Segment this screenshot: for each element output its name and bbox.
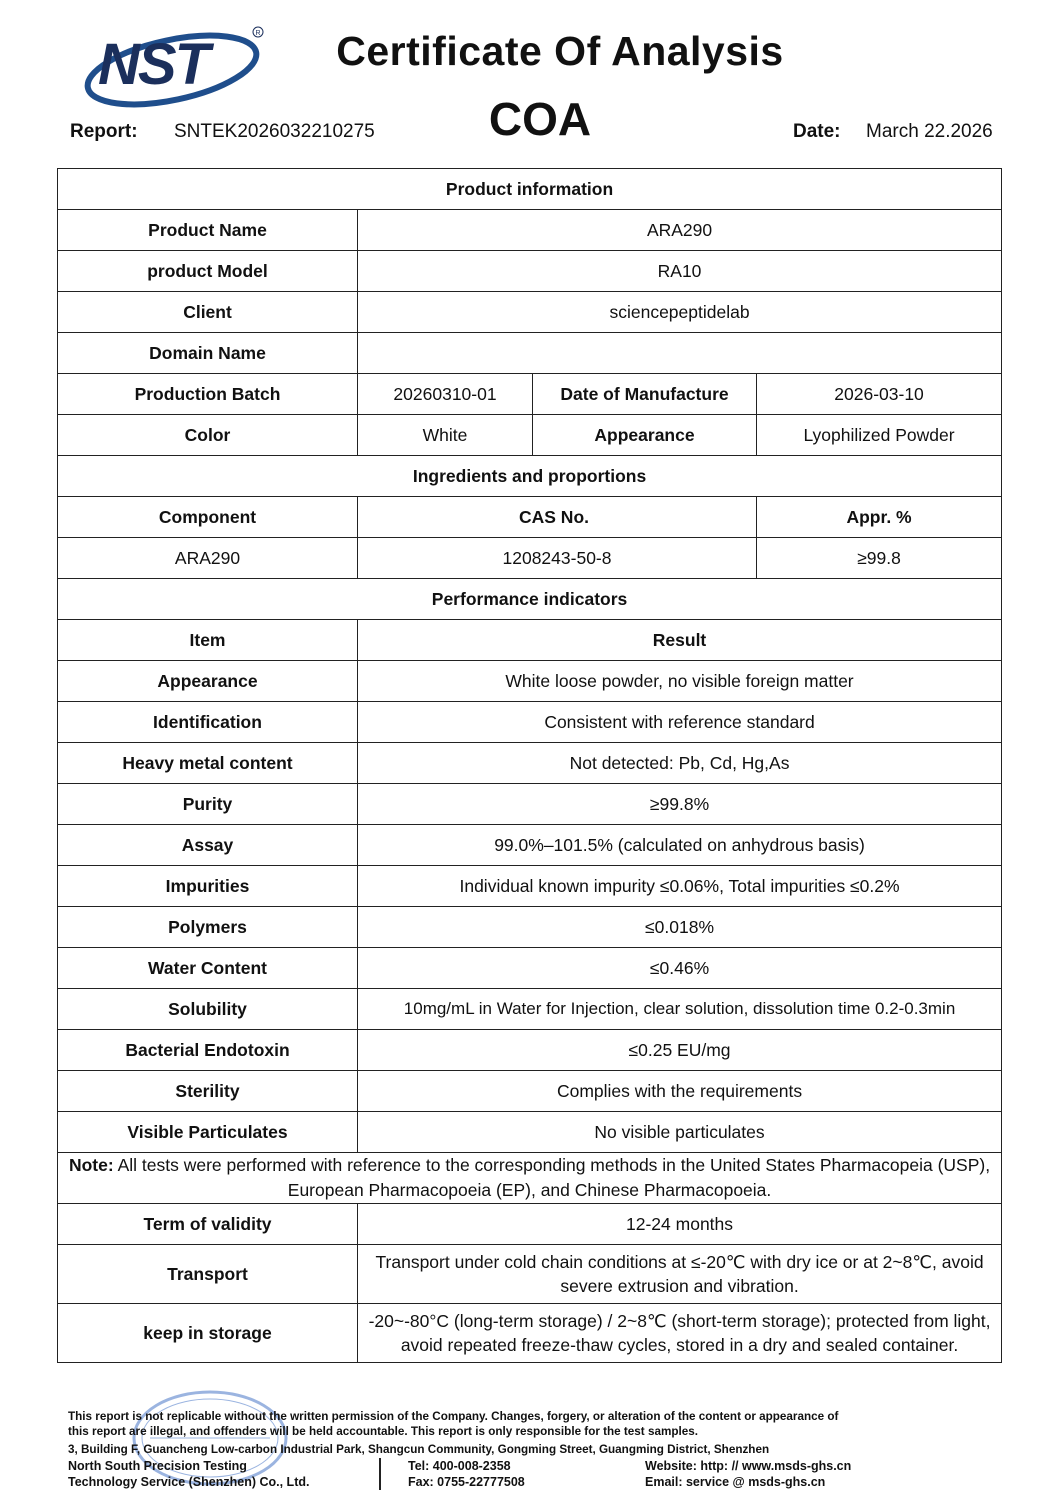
table-row [58,1245,1002,1304]
logo-text: NST [98,32,208,97]
cell-result: 10mg/mL in Water for Injection, clear solution, dissolution time 0.2-0.3min [358,989,1002,1030]
report-label: Report: [70,121,138,142]
company-name-line: Technology Service (Shenzhen) Co., Ltd. [68,1475,310,1489]
company-address: 3, Building F, Guancheng Low-carbon Industrial Park, Shangcun Community, Gongming Street, Guangming District, Shenzhen [68,1443,770,1456]
field-label: product Model [58,251,358,292]
cell-cas: 1208243-50-8 [358,538,757,579]
table-row [58,1071,1002,1112]
table-row [58,210,1002,251]
column-header: Component [58,497,358,538]
cell-item: Purity [58,784,358,825]
table-row [58,333,1002,374]
table-row [58,374,1002,415]
footer-disclaimer [68,1409,988,1457]
table-row [58,784,1002,825]
table-row [58,1030,1002,1071]
cell-result: ≤0.46% [358,948,1002,989]
cell-item: Water Content [58,948,358,989]
table-row [58,702,1002,743]
table-header-row [58,497,1002,538]
disclaimer-line: this report are illegal, and offenders will be held accountable. This report is only responsible for the test samples. [68,1425,698,1438]
cell-result: No visible particulates [358,1112,1002,1153]
cell-result: ≥99.8% [358,784,1002,825]
cell-item: Visible Particulates [58,1112,358,1153]
section-heading: Performance indicators [58,579,1002,620]
cell-item: Impurities [58,866,358,907]
cell-item: Heavy metal content [58,743,358,784]
field-value: White [358,415,533,456]
note-cell [58,1153,1002,1204]
note-row [58,1153,1002,1204]
field-label: Appearance [533,415,757,456]
table-row [58,1304,1002,1363]
section-heading: Product information [58,169,1002,210]
website: Website: http: // www.msds-ghs.cn [645,1459,852,1473]
field-label: Client [58,292,358,333]
table-row [58,948,1002,989]
section-ingredients [58,456,1002,497]
column-header: CAS No. [358,497,757,538]
cell-item: Appearance [58,661,358,702]
column-header: Appr. % [757,497,1002,538]
table-row [58,292,1002,333]
field-label: Color [58,415,358,456]
cell-item: Sterility [58,1071,358,1112]
company-name-line: North South Precision Testing [68,1459,247,1473]
table-row [58,866,1002,907]
coa-table [57,168,1002,1363]
field-value [358,333,1002,374]
cell-item: Assay [58,825,358,866]
cell-result: Not detected: Pb, Cd, Hg,As [358,743,1002,784]
date-value: March 22.2026 [866,121,993,142]
section-product-info [58,169,1002,210]
cell-result: ≤0.25 EU/mg [358,1030,1002,1071]
table-row [58,538,1002,579]
document-title: Certificate Of Analysis [336,28,784,74]
cell-result: White loose powder, no visible foreign matter [358,661,1002,702]
table-row [58,661,1002,702]
table-row [58,1204,1002,1245]
cell-result: Complies with the requirements [358,1071,1002,1112]
field-value: Lyophilized Powder [757,415,1002,456]
cell-result: ≤0.018% [358,907,1002,948]
field-value: -20~-80°C (long-term storage) / 2~8℃ (short-term storage); protected from light, avoid repeated freeze-thaw cycles, stored in a dry and sealed container. [358,1304,1002,1363]
table-row [58,743,1002,784]
cell-item: Identification [58,702,358,743]
footer-divider [379,1458,381,1490]
email: Email: service @ msds-ghs.cn [645,1475,826,1489]
cell-result: Consistent with reference standard [358,702,1002,743]
field-label: Transport [58,1245,358,1304]
telephone: Tel: 400-008-2358 [408,1459,511,1473]
svg-text:R: R [255,30,261,37]
cell-appr: ≥99.8 [757,538,1002,579]
table-header-row [58,620,1002,661]
column-header: Item [58,620,358,661]
field-value: 2026-03-10 [757,374,1002,415]
footer-company [68,1458,309,1490]
field-label: Date of Manufacture [533,374,757,415]
note-text: All tests were performed with reference to the corresponding methods in the United States Pharmacopeia (USP), European Pharmacopoeia (EP), and Chinese Pharmacopoeia. [117,1155,991,1200]
field-value: ARA290 [358,210,1002,251]
section-heading: Ingredients and proportions [58,456,1002,497]
section-performance [58,579,1002,620]
table-row [58,907,1002,948]
field-label: Term of validity [58,1204,358,1245]
date-label: Date: [793,121,841,142]
column-header: Result [358,620,1002,661]
table-row [58,415,1002,456]
table-row [58,251,1002,292]
field-label: Domain Name [58,333,358,374]
cell-result: 99.0%–101.5% (calculated on anhydrous basis) [358,825,1002,866]
document-subtitle: COA [488,93,592,145]
table-row [58,825,1002,866]
report-number: SNTEK2026032210275 [174,121,375,142]
field-value: sciencepeptidelab [358,292,1002,333]
fax: Fax: 0755-22777508 [408,1475,525,1489]
table-row [58,1112,1002,1153]
cell-result: Individual known impurity ≤0.06%, Total impurities ≤0.2% [358,866,1002,907]
field-label: Production Batch [58,374,358,415]
field-value: Transport under cold chain conditions at ≤-20℃ with dry ice or at 2~8℃, avoid severe extrusion and vibration. [358,1245,1002,1304]
note-label: Note: [68,1155,114,1175]
table-row [58,989,1002,1030]
field-value: 12-24 months [358,1204,1002,1245]
footer-web [645,1458,851,1490]
disclaimer-line: This report is not replicable without the written permission of the Company. Changes, forgery, or alteration of the content or appearance of [68,1410,839,1423]
cell-item: Solubility [58,989,358,1030]
cell-item: Polymers [58,907,358,948]
field-label: keep in storage [58,1304,358,1363]
field-value: 20260310-01 [358,374,533,415]
cell-item: Bacterial Endotoxin [58,1030,358,1071]
nst-logo [80,22,270,112]
field-value: RA10 [358,251,1002,292]
footer-contact [408,1458,525,1490]
field-label: Product Name [58,210,358,251]
cell-component: ARA290 [58,538,358,579]
